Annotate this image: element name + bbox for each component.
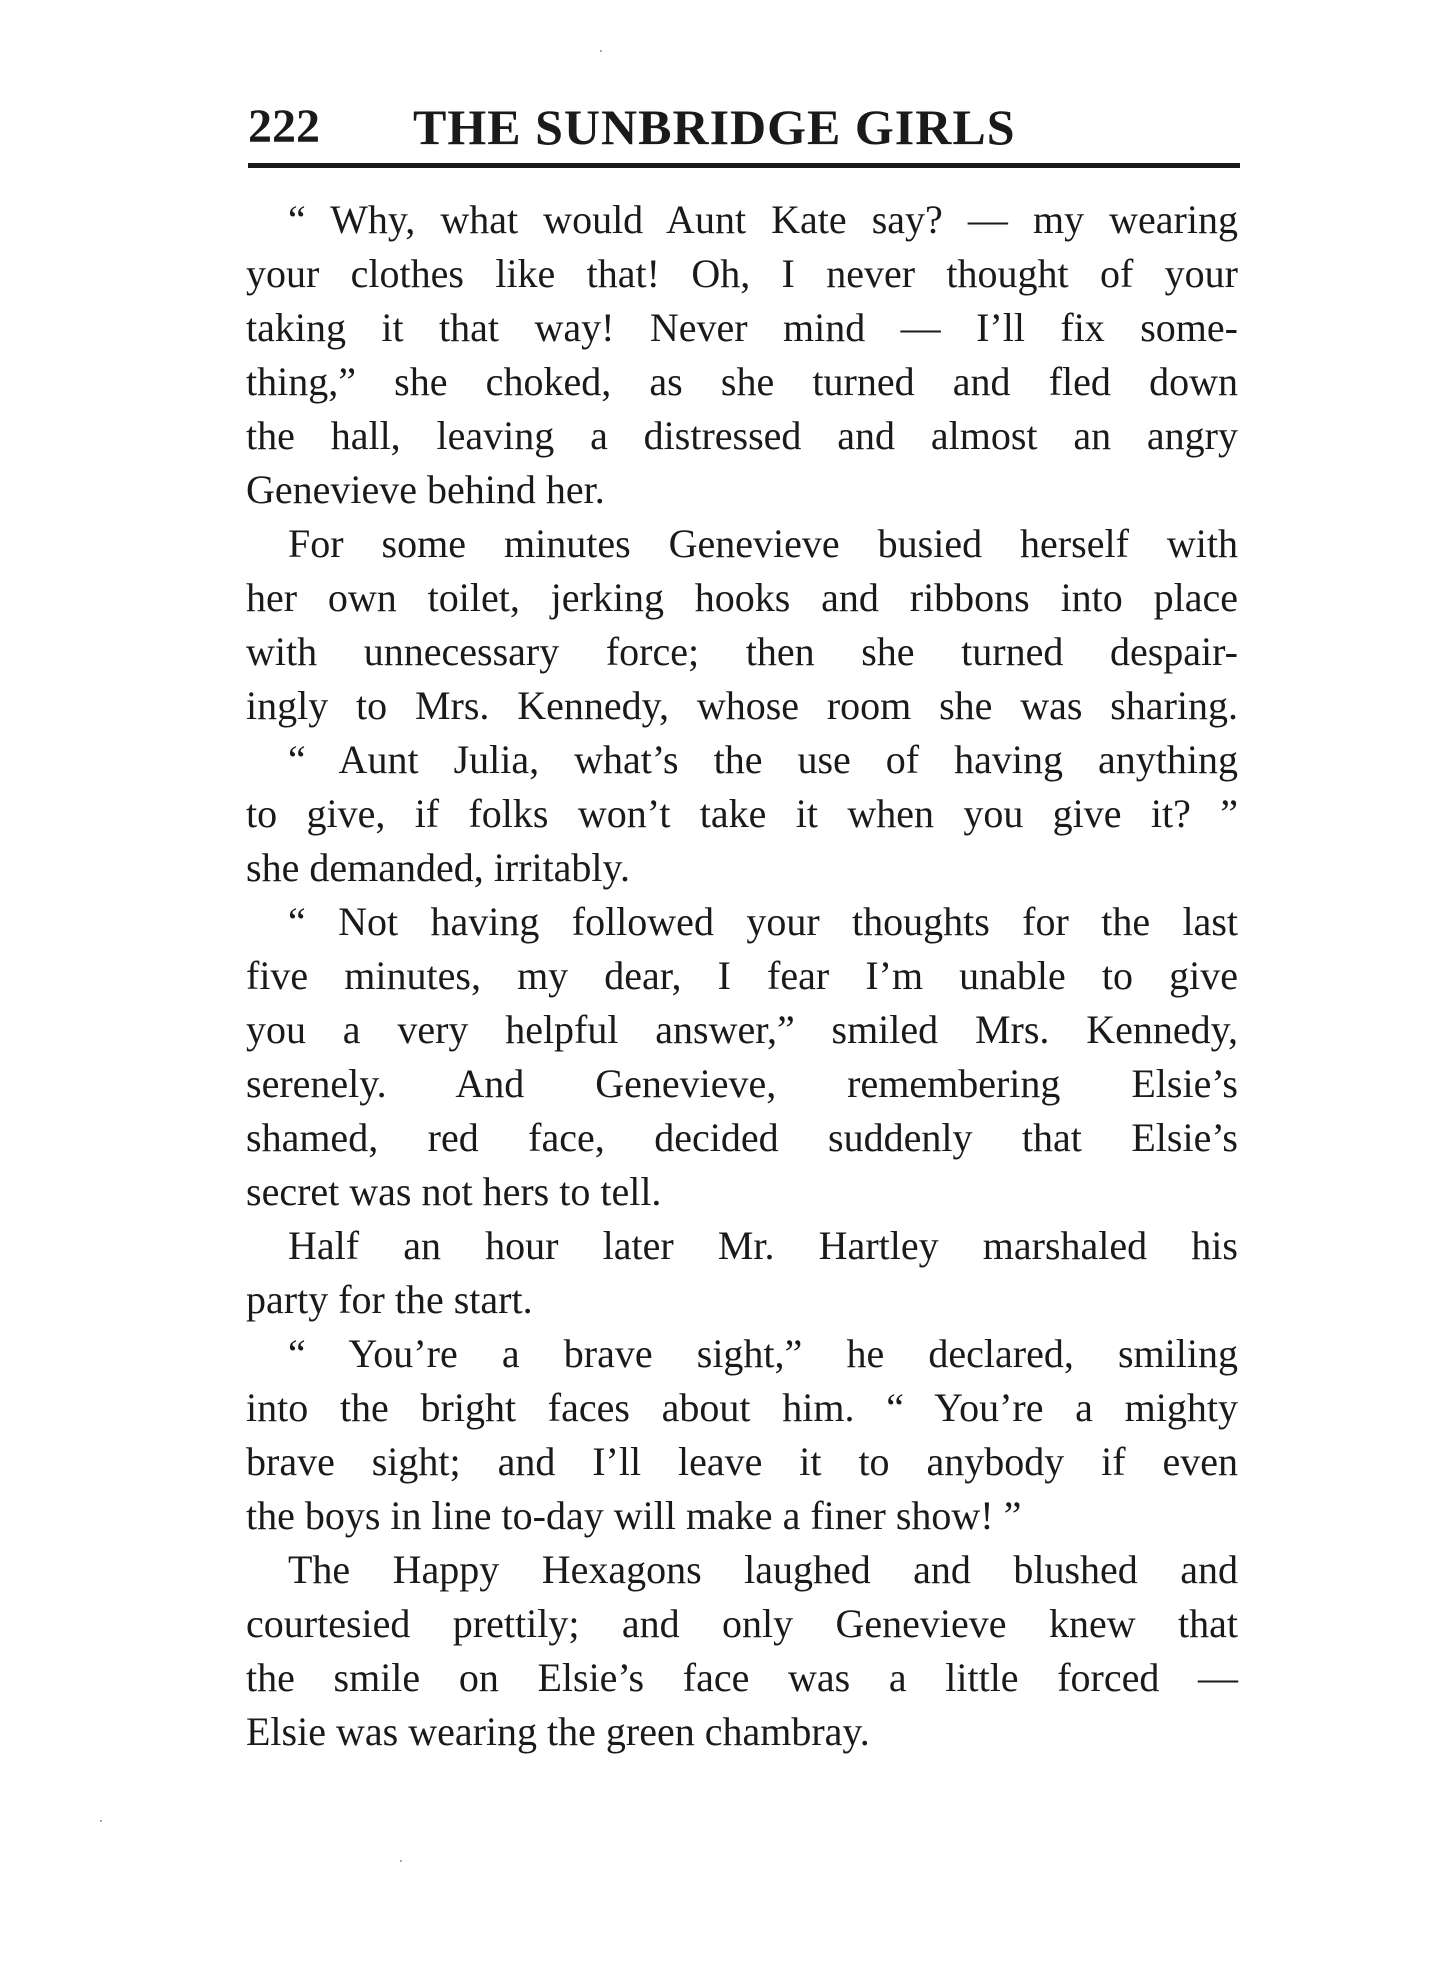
text-line: the hall, leaving a distressed and almost an angry: [246, 413, 1238, 458]
text-line: For some minutes Genevieve busied herself with: [288, 521, 1238, 566]
text-line: shamed, red face, decided suddenly that Elsie’s: [246, 1115, 1238, 1160]
text-line: thing,” she choked, as she turned and fled down: [246, 359, 1238, 404]
paper-speck: [100, 1820, 102, 1822]
header-rule: [248, 163, 1240, 168]
body-text: [246, 193, 1238, 1759]
text-line: Half an hour later Mr. Hartley marshaled his: [288, 1223, 1238, 1268]
paragraph: [246, 193, 1238, 517]
text-line: party for the start.: [246, 1277, 533, 1322]
paper-speck: [600, 50, 602, 52]
paragraph: [246, 1219, 1238, 1327]
paragraph: [246, 733, 1238, 895]
text-line: you a very helpful answer,” smiled Mrs. Kennedy,: [246, 1007, 1238, 1052]
text-line: taking it that way! Never mind — I’ll fix some-: [246, 305, 1238, 350]
paragraph: [246, 1543, 1238, 1759]
text-line: secret was not hers to tell.: [246, 1169, 662, 1214]
text-line: five minutes, my dear, I fear I’m unable to give: [246, 953, 1238, 998]
text-line: the boys in line to-day will make a finer show! ”: [246, 1493, 1022, 1538]
text-line: The Happy Hexagons laughed and blushed and: [288, 1547, 1238, 1592]
text-line: she demanded, irritably.: [246, 845, 630, 890]
text-line: to give, if folks won’t take it when you give it? ”: [246, 791, 1238, 836]
text-line: courtesied prettily; and only Genevieve knew that: [246, 1601, 1238, 1646]
text-line: “ Aunt Julia, what’s the use of having anything: [288, 737, 1238, 782]
text-line: serenely. And Genevieve, remembering Elsie’s: [246, 1061, 1238, 1106]
text-line: the smile on Elsie’s face was a little forced —: [246, 1655, 1238, 1700]
text-line: Elsie was wearing the green chambray.: [246, 1709, 870, 1754]
text-line: brave sight; and I’ll leave it to anybody if even: [246, 1439, 1238, 1484]
text-line: “ You’re a brave sight,” he declared, smiling: [288, 1331, 1238, 1376]
text-line: her own toilet, jerking hooks and ribbons into place: [246, 575, 1238, 620]
text-line: “ Not having followed your thoughts for the last: [288, 899, 1238, 944]
text-line: into the bright faces about him. “ You’re a mighty: [246, 1385, 1238, 1430]
page-number: 222: [248, 100, 320, 153]
text-line: your clothes like that! Oh, I never thought of your: [246, 251, 1238, 296]
paper-speck: [400, 1860, 402, 1862]
text-line: with unnecessary force; then she turned despair-: [246, 629, 1238, 674]
text-line: “ Why, what would Aunt Kate say? — my wearing: [288, 197, 1238, 242]
paragraph: [246, 1327, 1238, 1543]
text-line: ingly to Mrs. Kennedy, whose room she was sharing.: [246, 683, 1238, 728]
running-header: [248, 92, 1240, 162]
text-line: Genevieve behind her.: [246, 467, 605, 512]
running-title: THE SUNBRIDGE GIRLS: [413, 99, 1016, 155]
paragraph: [246, 517, 1238, 733]
paragraph: [246, 895, 1238, 1219]
